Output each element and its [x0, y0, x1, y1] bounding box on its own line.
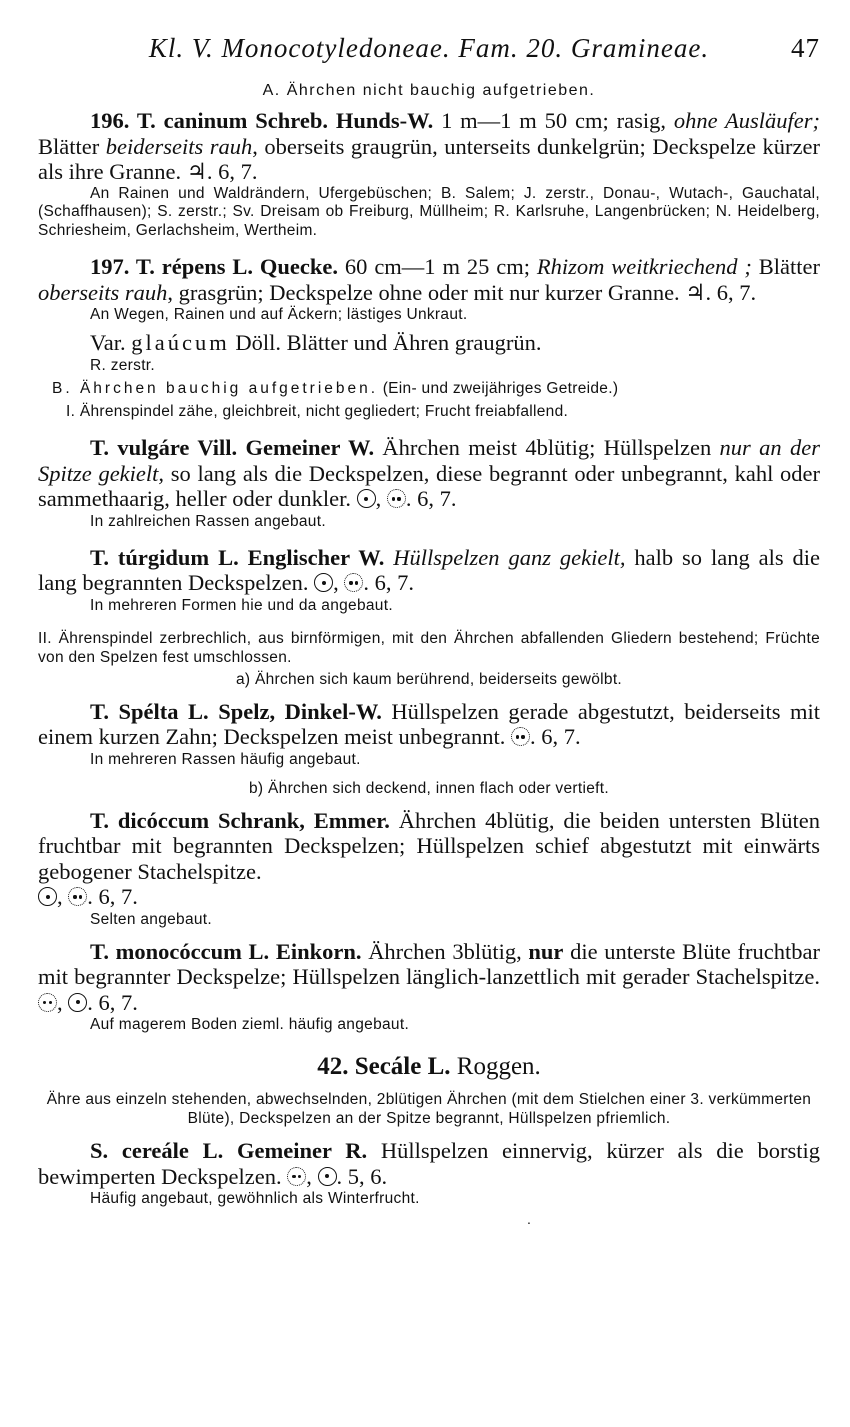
section-i-heading: I. Ährenspindel zähe, gleichbreit, nicht gegliedert; Frucht freiabfallend.: [66, 403, 569, 421]
species-spelta: T. Spélta L. Spelz, Dinkel-W. Hüllspelzen gerade abgestutzt, beiderseits mit einem kurzen Zahn; Deckspelzen meist unbegrannt. . 6, 7.: [38, 698, 820, 750]
species-monococcum-flowering: 6, 7.: [92, 989, 138, 1015]
species-197-italic: Rhizom weitkriechend ;: [536, 254, 752, 280]
genus-description: Ähre aus einzeln stehenden, abwechselnden, 2blütigen Ährchen (mit dem Stielchen einer 3. verkümmerten Blüte), Deckspelzen an der Spitze begrannt, Hüllspelzen pfriemlich.: [46, 1091, 812, 1128]
species-197-note: An Wegen, Rainen und auf Äckern; lästiges Unkraut.: [90, 306, 468, 324]
section-ii-heading: [38, 629, 820, 667]
species-197-common: Quecke.: [259, 254, 339, 280]
section-a-heading: A. Ährchen nicht bauchig aufgetrieben.: [262, 82, 596, 99]
species-196-common: Hunds-W.: [335, 108, 434, 133]
species-cereale-name: S. cereále L.: [90, 1138, 224, 1164]
genus-name: Secále L.: [354, 1053, 451, 1081]
genus-common-name: Roggen.: [456, 1053, 541, 1081]
species-cereale: S. cereále L. Gemeiner R. Hüllspelzen einnervig, kürzer als die borstig bewimperten Deckspelzen. , . 5, 6.: [38, 1138, 820, 1189]
species-197-text2: Blätter: [751, 254, 820, 280]
genus-number: 42.: [317, 1053, 349, 1081]
species-dicoccum: T. dicóccum Schrank, Emmer. Ährchen 4blütig, die beiden untersten Blüten fruchtbar mit begrannten Deckspelzen; Hüllspelzen schief abgestutzt mit einwärts gebogener Stachelspitze. , . 6, 7.: [38, 807, 820, 910]
winter-annual-icon: [68, 887, 87, 906]
winter-annual-icon: [287, 1167, 306, 1186]
section-ii-text: II. Ährenspindel zerbrechlich, aus birnförmigen, mit den Ährchen abfallenden Gliedern bestehend; Früchte von den Spelzen fest umschlossen.: [38, 629, 820, 666]
species-197-italic2: oberseits rauh: [38, 279, 168, 305]
species-turgidum-flowering: 6, 7.: [369, 570, 415, 596]
summer-annual-icon: [68, 993, 87, 1012]
species-turgidum-italic: Hüllspelzen ganz gekielt,: [393, 544, 626, 570]
species-196-text2: Blätter: [38, 133, 106, 159]
species-197: [38, 254, 820, 305]
species-vulgare-flowering: 6, 7.: [411, 486, 457, 512]
variety-text: Döll. Blätter und Ähren graugrün.: [229, 330, 542, 356]
species-monococcum-bold: nur: [528, 938, 564, 964]
winter-annual-icon: [344, 573, 363, 592]
species-spelta-note: In mehreren Rassen häufig angebaut.: [90, 750, 361, 768]
species-turgidum-common: Englischer W.: [247, 544, 385, 570]
species-turgidum-text: halb so lang als die lang begrannten Deckspelzen.: [38, 544, 821, 596]
species-197-text: 60 cm—1 m 25 cm;: [338, 254, 537, 280]
page: [38, 28, 820, 1230]
species-dicoccum-flowering: 6, 7.: [92, 884, 138, 910]
species-vulgare-name: T. vulgáre Vill.: [90, 435, 238, 461]
species-turgidum-name: T. túrgidum L.: [90, 544, 239, 570]
running-header: [38, 28, 820, 68]
species-dicoccum-note: Selten angebaut.: [90, 910, 213, 928]
species-cereale-common: Gemeiner R.: [236, 1138, 368, 1164]
species-monococcum-text2: die unterste Blüte fruchtbar mit begrannter Deckspelze; Hüllspelzen länglich-lanzettlich mit gerader Stachelspitze.: [38, 938, 820, 990]
species-monococcum: T. monocóccum L. Einkorn. Ährchen 3blütig, nur die unterste Blüte fruchtbar mit begrannter Deckspelze; Hüllspelzen länglich-lanzettlich mit gerader Stachelspitze. , . 6, 7.: [38, 938, 820, 1015]
species-turgidum-note: In mehreren Formen hie und da angebaut.: [90, 596, 393, 614]
species-196-italic2: beiderseits rauh: [105, 133, 253, 159]
winter-annual-icon: [511, 727, 530, 746]
species-196-italic: ohne Ausläufer;: [673, 108, 821, 133]
species-dicoccum-common: Emmer.: [313, 807, 390, 833]
variety-note: R. zerstr.: [90, 357, 156, 375]
species-dicoccum-name: T. dicóccum Schrank,: [90, 807, 305, 833]
species-vulgare: T. vulgáre Vill. Gemeiner W. Ährchen meist 4blütig; Hüllspelzen nur an der Spitze gekielt, so lang als die Deckspelzen, diese begrannt oder unbegrannt, kahl oder sammethaarig, heller oder dunkler. , . 6, 7.: [38, 435, 821, 512]
variety-label: Var.: [90, 330, 126, 356]
footer-mark: ·: [526, 1214, 532, 1231]
species-196-name: 196. T. caninum Schreb.: [90, 108, 328, 133]
species-196: [38, 108, 820, 185]
species-dicoccum-text: Ährchen 4blütig, die beiden untersten Blüten fruchtbar mit begrannten Deckspelzen; Hüllspelzen schief abgestutzt mit einwärts gebogener Stachelspitze.: [38, 807, 820, 884]
section-iia-heading: a) Ährchen sich kaum berührend, beiderseits gewölbt.: [235, 670, 623, 688]
summer-annual-icon: [38, 887, 57, 906]
species-turgidum: T. túrgidum L. Englischer W. Hüllspelzen ganz gekielt, halb so lang als die lang begrannten Deckspelzen. , . 6, 7.: [38, 544, 821, 596]
summer-annual-icon: [314, 573, 333, 592]
species-197-name: 197. T. répens L.: [90, 254, 253, 280]
header-title: Kl. V. Monocotyledoneae. Fam. 20. Gramineae.: [148, 33, 710, 63]
species-vulgare-text: Ährchen meist 4blütig; Hüllspelzen: [374, 435, 720, 461]
genus-heading: [38, 1050, 820, 1084]
section-b-note: (Ein- und zweijähriges Getreide.): [382, 380, 619, 398]
species-monococcum-text: Ährchen 3blütig,: [361, 938, 529, 964]
species-cereale-flowering: 5, 6.: [342, 1163, 388, 1189]
species-cereale-note: Häufig angebaut, gewöhnlich als Winterfrucht.: [90, 1190, 420, 1208]
species-monococcum-name: T. monocóccum L.: [90, 938, 270, 964]
species-197-text3: , grasgrün; Deckspelze ohne oder mit nur kurzer Granne. ♃. 6, 7.: [167, 279, 757, 305]
species-monococcum-common: Einkorn.: [275, 938, 362, 964]
winter-annual-icon: [38, 993, 57, 1012]
species-vulgare-common: Gemeiner W.: [245, 435, 375, 461]
page-number: 47: [791, 33, 820, 63]
species-196-text: 1 m—1 m 50 cm; rasig,: [433, 108, 674, 133]
species-vulgare-italic: nur an der Spitze gekielt,: [38, 435, 821, 486]
section-iib-heading: b) Ährchen sich deckend, innen flach oder vertieft.: [249, 779, 609, 797]
summer-annual-icon: [318, 1167, 337, 1186]
variety-name: glaúcum: [131, 330, 230, 356]
species-monococcum-note: Auf magerem Boden zieml. häufig angebaut.: [90, 1016, 410, 1034]
summer-annual-icon: [357, 489, 376, 508]
variety-glaucum: [38, 330, 820, 356]
species-spelta-common: Spelz, Dinkel-W.: [218, 698, 382, 724]
winter-annual-icon: [387, 489, 406, 508]
species-spelta-flowering: 6, 7.: [535, 724, 581, 750]
species-196-distribution: An Rainen und Waldrändern, Ufergebüschen; B. Salem; J. zerstr., Donau-, Wutach-, Gauchatal, (Schaffhausen); S. zerstr.; Sv. Dreisam ob Freiburg, Müllheim; R. Karlsruhe, Langenbrücken; N. Heidelberg, Schriesheim, Gerlachsheim, Wertheim.: [38, 184, 820, 239]
species-vulgare-note: In zahlreichen Rassen angebaut.: [90, 512, 326, 530]
section-b-heading: [38, 379, 820, 398]
species-cereale-text: Hüllspelzen einnervig, kürzer als die borstig bewimperten Deckspelzen.: [38, 1138, 820, 1189]
species-196-text3: , oberseits graugrün, unterseits dunkelgrün; Deckspelze kürzer als ihre Granne. ♃. 6, 7.: [38, 133, 820, 184]
species-vulgare-text2: so lang als die Deckspelzen, diese begrannt oder unbegrannt, kahl oder sammethaarig, heller oder dunkler.: [38, 460, 820, 512]
species-spelta-name: T. Spélta L.: [90, 698, 209, 724]
species-spelta-text: Hüllspelzen gerade abgestutzt, beiderseits mit einem kurzen Zahn; Deckspelzen meist unbegrannt.: [38, 698, 820, 750]
section-b-title: B. Ährchen bauchig aufgetrieben.: [52, 380, 379, 398]
